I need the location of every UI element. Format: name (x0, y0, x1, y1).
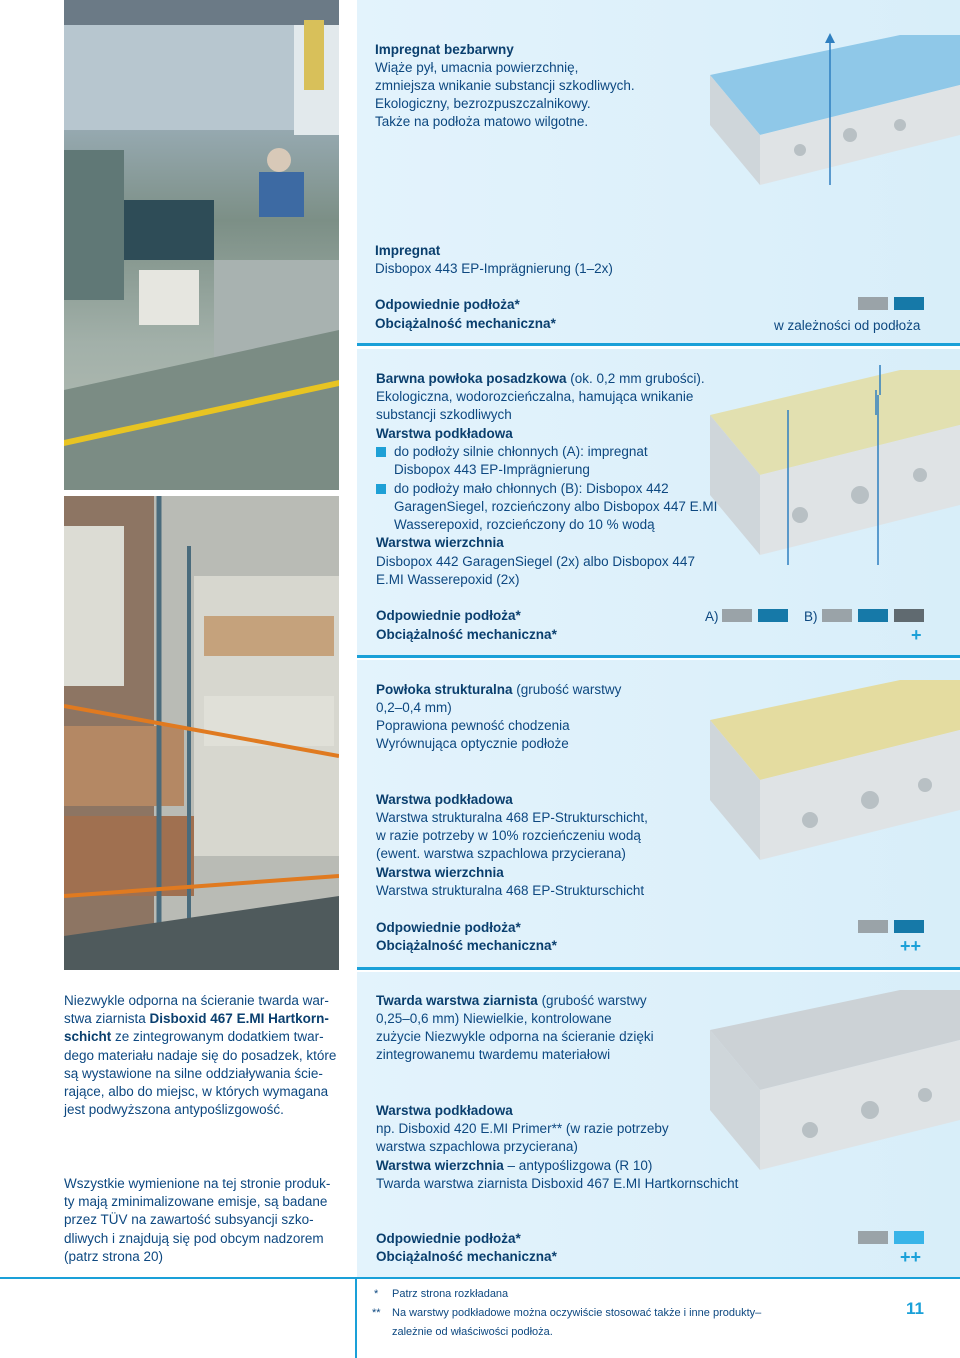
product-name: Disbopox 443 EP-Imprägnierung (1–2x) (375, 261, 613, 276)
description-line: Także na podłoża matowo wilgotne. (375, 114, 589, 129)
footnote-mark: * (374, 1288, 379, 1300)
title-bold: Twarda warstwa ziarnista (376, 993, 538, 1008)
footnote-text: Patrz strona rozkładana (392, 1288, 509, 1300)
substrate-swatch-dark (894, 609, 924, 622)
substrate-swatch-lightblue (894, 1231, 924, 1244)
bullet-line: do podłoży silnie chłonnych (A): impregnat (394, 444, 648, 459)
bullet-square (376, 484, 386, 494)
substrates-label: Odpowiednie podłoża* (376, 920, 521, 935)
page-number: 11 (906, 1299, 924, 1318)
divider (357, 967, 960, 970)
top-layer-line: Disbopox 442 GaragenSiegel (2x) albo Disbopox 447 (376, 554, 695, 569)
substrate-swatch-blue (894, 920, 924, 933)
substrate-swatch-blue (894, 297, 924, 310)
side-product: schicht (64, 1029, 112, 1045)
side-text: ze zintegrowanym dodatkiem twar- (111, 1029, 324, 1045)
section-title (376, 992, 647, 1010)
section-title (376, 370, 705, 388)
description-line: zintegrowanemu twardemu materiałowi (376, 1047, 611, 1062)
side-text: stwa ziarnista (64, 1011, 150, 1027)
substrate-swatch-grey (858, 1231, 888, 1244)
floor-section-illustration (700, 25, 960, 185)
side-line: ty mają zminimalizowane emisje, są badane (64, 1194, 328, 1210)
mechanical-load-label: Obciążalność mechaniczna* (376, 1249, 557, 1264)
substrate-swatch-grey (858, 920, 888, 933)
option-b-label: B) (804, 609, 818, 624)
warehouse-photo (64, 496, 339, 970)
substrates-label: Odpowiednie podłoża* (376, 1231, 521, 1246)
side-line: Niezwykle odporna na ścieranie twarda war- (64, 993, 329, 1008)
side-description (64, 992, 339, 1119)
description-line: Wyrównująca optycznie podłoże (376, 736, 569, 751)
substrate-swatch-grey (822, 609, 852, 622)
top-layer-heading (376, 1157, 652, 1175)
side-line: (patrz strona 20) (64, 1248, 164, 1264)
side-line: dliwych i znajdują się pod obcym nadzorem (64, 1230, 324, 1246)
top-heading-bold: Warstwa wierzchnia (376, 1158, 504, 1173)
side-line (64, 1010, 339, 1028)
top-layer-line: Warstwa strukturalna 468 EP-Strukturschicht (376, 883, 645, 898)
divider (357, 343, 960, 346)
top-layer-line: Twarda warstwa ziarnista Disboxid 467 E.MI Hartkornschicht (376, 1176, 739, 1191)
side-line (64, 1028, 339, 1046)
description-line: Poprawiona pewność chodzenia (376, 718, 570, 733)
bullet-line: Disbopox 443 EP-Imprägnierung (394, 462, 590, 477)
load-note: w zależności od podłoża (774, 318, 921, 333)
description-line: Ekologiczny, bezrozpuszczalnikowy. (375, 96, 591, 111)
product-heading: Impregnat (375, 243, 441, 258)
top-heading-rest: – antypoślizgowa (R 10) (503, 1158, 653, 1173)
load-rating: ++ (900, 1247, 922, 1267)
load-rating: ++ (900, 936, 922, 956)
side-line: jest podwyższona antypoślizgowość. (64, 1102, 284, 1118)
base-layer-heading: Warstwa podkładowa (376, 792, 513, 807)
top-layer-heading: Warstwa wierzchnia (376, 865, 504, 880)
description-line: Ekologiczna, wodorozcieńczalna, hamująca wnikanie (376, 389, 694, 404)
side-line: przez TÜV na zawartość subsyancji szko- (64, 1212, 314, 1228)
floor-section-illustration (700, 355, 960, 565)
base-layer-heading: Warstwa podkładowa (376, 426, 513, 441)
description-line: Wiąże pył, umacnia powierzchnię, (375, 60, 579, 75)
substrate-swatch-blue (858, 609, 888, 622)
floor-section-illustration (700, 670, 960, 870)
description-line: 0,2–0,4 mm) (376, 700, 452, 715)
substrates-label: Odpowiednie podłoża* (376, 608, 521, 623)
description-line: zmniejsza wnikanie substancji szkodliwych. (375, 78, 635, 93)
floor-section-illustration (700, 980, 960, 1180)
section-title: Impregnat bezbarwny (375, 42, 514, 57)
footnote-text: zależnie od właściwości podłoża. (392, 1326, 553, 1338)
load-rating: + (911, 625, 922, 645)
description-line: zużycie Niezwykle odporna na ścieranie dzięki (376, 1029, 654, 1044)
bullet-line: GaragenSiegel, rozcieńczony albo Disbopox 447 E.MI (394, 499, 718, 514)
substrates-label: Odpowiednie podłoża* (375, 297, 520, 312)
base-layer-line: (ewent. warstwa szpachlowa przycierana) (376, 846, 626, 861)
base-layer-line: warstwa szpachlowa przycierana) (376, 1139, 578, 1154)
base-layer-heading: Warstwa podkładowa (376, 1103, 513, 1118)
title-bold: Powłoka strukturalna (376, 682, 513, 697)
title-rest: (grubość warstwy (537, 993, 647, 1008)
emissions-note (64, 1175, 339, 1266)
top-layer-line: E.MI Wasserepoxid (2x) (376, 572, 520, 587)
factory-photo (64, 0, 339, 490)
bullet-line: Wasserepoxid, rozcieńczony do 10 % wodą (394, 517, 655, 532)
side-product: Disboxid 467 E.MI Hartkorn- (149, 1011, 329, 1027)
title-rest: (grubość warstwy (512, 682, 622, 697)
footnote-text: Na warstwy podkładowe można oczywiście stosować także i inne produkty– (392, 1307, 762, 1319)
divider (0, 1277, 960, 1279)
side-line: Wszystkie wymienione na tej stronie produk- (64, 1176, 331, 1191)
title-bold: Barwna powłoka posadzkowa (376, 371, 567, 386)
mechanical-load-label: Obciążalność mechaniczna* (376, 938, 557, 953)
base-layer-line: Warstwa strukturalna 468 EP-Strukturschicht, (376, 810, 648, 825)
title-rest: (ok. 0,2 mm grubości). (566, 371, 705, 386)
substrate-swatch-grey (722, 609, 752, 622)
description-line: substancji szkodliwych (376, 407, 512, 422)
footnote-mark: ** (372, 1307, 381, 1319)
divider (355, 1279, 357, 1358)
top-layer-heading: Warstwa wierzchnia (376, 535, 504, 550)
side-line: dego materiału nadaje się do posadzek, które (64, 1047, 337, 1063)
base-layer-line: np. Disboxid 420 E.MI Primer** (w razie potrzeby (376, 1121, 669, 1136)
substrate-swatch-blue (758, 609, 788, 622)
side-line: rające, albo do miejsc, w których wymagana (64, 1084, 329, 1100)
side-line: są wystawione na silne oddziaływania ście- (64, 1065, 323, 1081)
base-layer-line: w razie potrzeby w 10% rozcieńczeniu wodą (376, 828, 641, 843)
bullet-square (376, 447, 386, 457)
bullet-line: do podłoży mało chłonnych (B): Disbopox 442 (394, 481, 669, 496)
section-title (376, 681, 621, 699)
option-a-label: A) (705, 609, 719, 624)
divider (357, 655, 960, 658)
mechanical-load-label: Obciążalność mechaniczna* (376, 627, 557, 642)
description-line: 0,25–0,6 mm) Niewielkie, kontrolowane (376, 1011, 612, 1026)
substrate-swatch-grey (858, 297, 888, 310)
mechanical-load-label: Obciążalność mechaniczna* (375, 316, 556, 331)
